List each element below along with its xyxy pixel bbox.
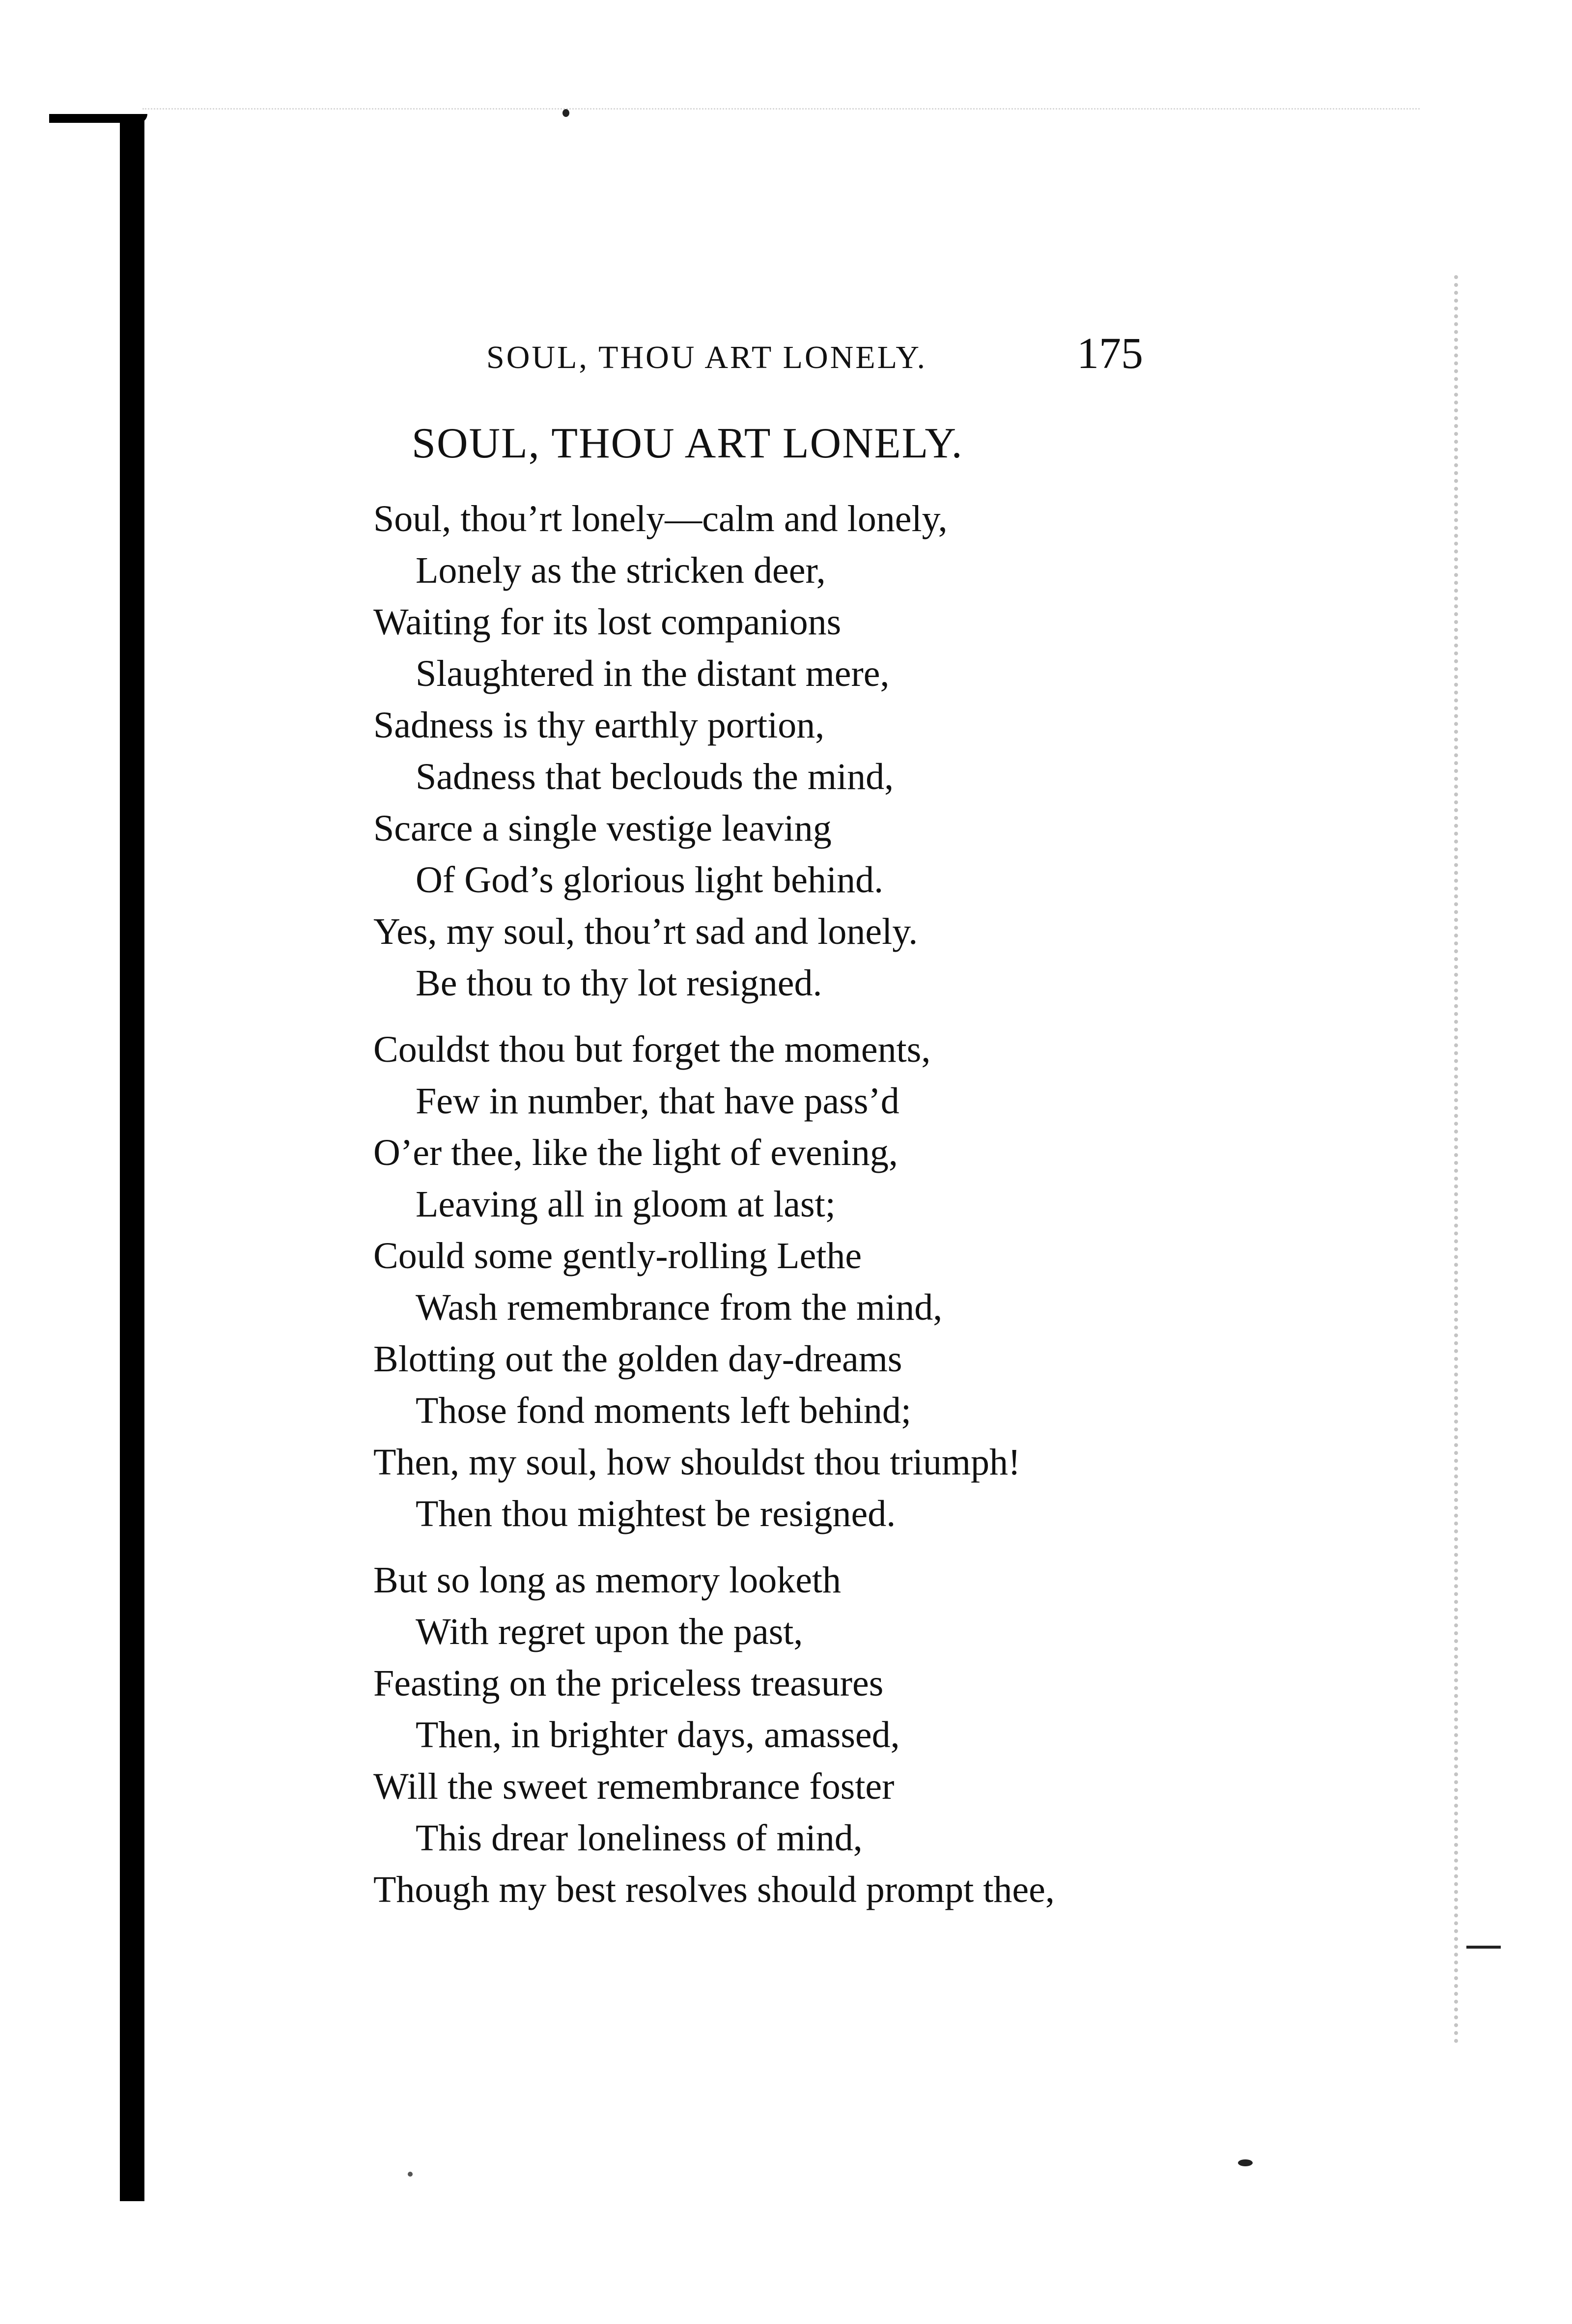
poem-line: Feasting on the priceless treasures	[373, 1663, 884, 1704]
poem-line: O’er thee, like the light of evening,	[373, 1132, 898, 1173]
poem-line: Leaving all in gloom at last;	[416, 1184, 836, 1225]
poem-line: Lonely as the stricken deer,	[416, 550, 826, 591]
poem-line: Wash remembrance from the mind,	[416, 1287, 943, 1328]
poem-line: Couldst thou but forget the moments,	[373, 1029, 931, 1070]
poem-line: But so long as memory looketh	[373, 1559, 842, 1601]
poem-line: Sadness is thy earthly portion,	[373, 705, 825, 746]
poem-line: Be thou to thy lot resigned.	[416, 963, 822, 1004]
poem-line: Those fond moments left behind;	[416, 1390, 911, 1431]
poem-line: Then thou mightest be resigned.	[416, 1493, 896, 1534]
running-head: SOUL, THOU ART LONELY.	[486, 340, 927, 375]
poem-line: Scarce a single vestige leaving	[373, 808, 832, 849]
poem-line: Then, in brighter days, amassed,	[416, 1714, 900, 1756]
poem-line: Will the sweet remembrance foster	[373, 1766, 895, 1807]
poem-line: Though my best resolves should prompt thee,	[373, 1869, 1055, 1910]
poem-line: Sadness that beclouds the mind,	[416, 756, 894, 797]
page-number: 175	[1077, 329, 1143, 378]
poem-line: Then, my soul, how shouldst thou triumph!	[373, 1442, 1021, 1483]
edge-mark	[1466, 1946, 1501, 1949]
ink-speck	[562, 109, 569, 117]
poem-line: This drear loneliness of mind,	[416, 1817, 863, 1859]
poem-title: SOUL, THOU ART LONELY.	[412, 420, 963, 467]
page-right-edge	[1454, 275, 1458, 2044]
poem-line: Slaughtered in the distant mere,	[416, 653, 890, 694]
poem-line: Blotting out the golden day-dreams	[373, 1338, 902, 1380]
poem-line: Of God’s glorious light behind.	[416, 859, 884, 901]
ink-speck	[408, 2172, 413, 2177]
poem-line: Soul, thou’rt lonely—calm and lonely,	[373, 498, 948, 539]
poem-line: Waiting for its lost companions	[373, 601, 842, 643]
page-top-edge	[142, 108, 1420, 110]
poem-line: Few in number, that have pass’d	[416, 1080, 899, 1122]
poem-line: Yes, my soul, thou’rt sad and lonely.	[373, 911, 918, 952]
binding-shadow	[120, 118, 144, 2201]
poem-line: Could some gently-rolling Lethe	[373, 1235, 862, 1276]
poem-line: With regret upon the past,	[416, 1611, 803, 1652]
ink-speck	[1238, 2159, 1253, 2166]
